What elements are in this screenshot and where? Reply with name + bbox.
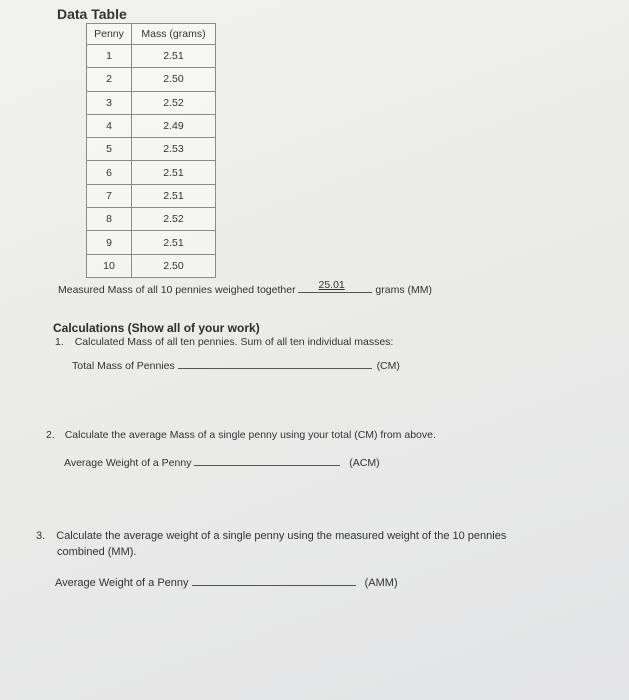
penny-mass-cell: 2.51 [132, 45, 216, 68]
question-1-number: 1. [55, 336, 64, 348]
penny-number-cell: 8 [87, 208, 132, 231]
penny-mass-cell: 2.49 [132, 114, 216, 137]
table-row [87, 231, 216, 254]
table-row [87, 184, 216, 207]
penny-number-cell: 9 [87, 231, 132, 254]
penny-mass-cell: 2.51 [132, 161, 216, 184]
data-table [86, 23, 216, 278]
column-header-mass: Mass (grams) [132, 24, 216, 45]
table-header-row [87, 24, 216, 45]
table-body [87, 45, 216, 278]
table-row [87, 114, 216, 137]
measured-mass-row [58, 279, 432, 296]
penny-number-cell: 7 [87, 184, 132, 207]
penny-number-cell: 3 [87, 91, 132, 114]
column-header-penny: Penny [87, 24, 132, 45]
penny-mass-cell: 2.52 [132, 91, 216, 114]
penny-mass-cell: 2.51 [132, 231, 216, 254]
question-3-text-line1: Calculate the average weight of a single penny using the measured weight of the 10 pennies [56, 530, 507, 542]
total-mass-unit: (CM) [376, 360, 400, 372]
penny-mass-cell: 2.50 [132, 254, 216, 277]
penny-number-cell: 5 [87, 138, 132, 161]
question-1 [55, 336, 393, 348]
penny-number-cell: 10 [87, 254, 132, 277]
table-row [87, 161, 216, 184]
question-3 [36, 530, 506, 542]
total-mass-blank [178, 368, 372, 369]
average-weight-amm-label: Average Weight of a Penny [55, 577, 189, 589]
question-2-answer-row [64, 457, 380, 469]
penny-mass-cell: 2.50 [132, 68, 216, 91]
penny-number-cell: 6 [87, 161, 132, 184]
total-mass-label: Total Mass of Pennies [72, 360, 175, 372]
table-row [87, 138, 216, 161]
question-2 [46, 429, 436, 441]
data-table-title: Data Table [57, 6, 127, 22]
average-weight-acm-blank [194, 465, 340, 466]
measured-mass-unit: grams (MM) [375, 284, 432, 296]
measured-mass-value: 25.01 [318, 279, 345, 291]
question-1-text: Calculated Mass of all ten pennies. Sum of all ten individual masses: [74, 336, 394, 348]
table-row [87, 208, 216, 231]
penny-mass-cell: 2.51 [132, 184, 216, 207]
question-3-number: 3. [36, 530, 46, 542]
penny-number-cell: 2 [87, 68, 132, 91]
question-3-answer-row [55, 577, 398, 589]
question-2-number: 2. [46, 429, 55, 441]
calculations-heading: Calculations (Show all of your work) [53, 321, 260, 335]
penny-mass-cell: 2.53 [132, 138, 216, 161]
table-row [87, 91, 216, 114]
question-3-text-line2: combined (MM). [57, 546, 137, 558]
penny-number-cell: 4 [87, 114, 132, 137]
question-1-answer-row [72, 360, 400, 372]
measured-mass-blank [298, 279, 372, 293]
question-2-text: Calculate the average Mass of a single penny using your total (CM) from above. [64, 429, 436, 441]
table-row [87, 254, 216, 277]
table-row [87, 68, 216, 91]
table-row [87, 45, 216, 68]
average-weight-acm-unit: (ACM) [349, 457, 380, 469]
penny-number-cell: 1 [87, 45, 132, 68]
measured-mass-label: Measured Mass of all 10 pennies weighed together [58, 284, 296, 296]
average-weight-acm-label: Average Weight of a Penny [64, 457, 192, 469]
average-weight-amm-blank [192, 585, 356, 586]
penny-mass-cell: 2.52 [132, 208, 216, 231]
average-weight-amm-unit: (AMM) [364, 577, 398, 589]
